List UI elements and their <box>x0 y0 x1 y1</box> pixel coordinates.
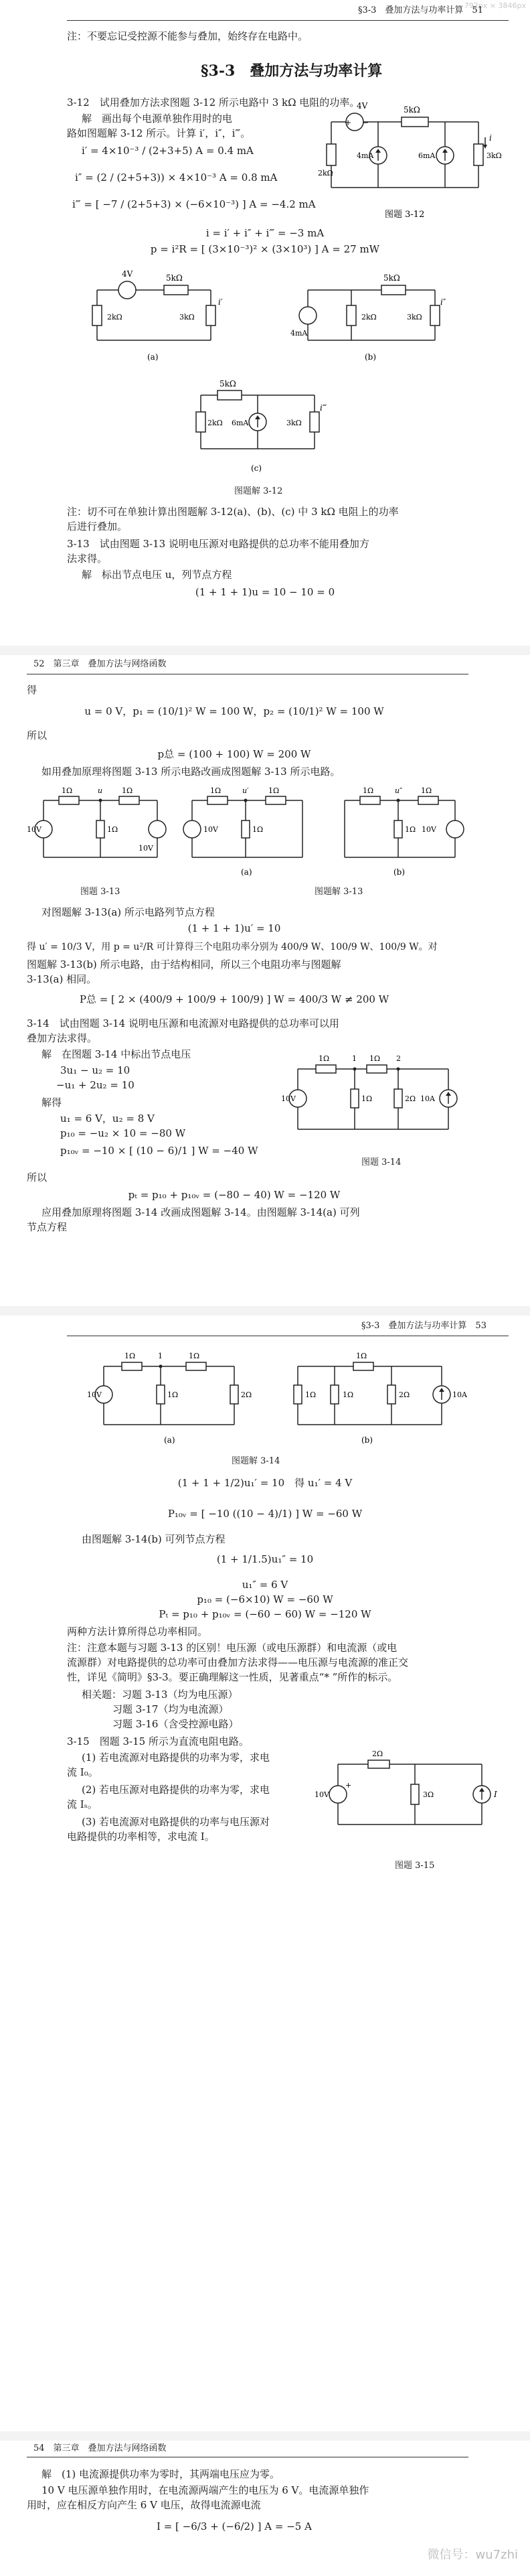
svg-text:4mA: 4mA <box>290 329 308 338</box>
svg-text:1Ω: 1Ω <box>343 1390 354 1399</box>
svg-text:1Ω: 1Ω <box>405 825 416 834</box>
question: 流 I₀。 <box>67 1766 98 1778</box>
text-line: 解得 <box>41 1096 62 1108</box>
equation: (1 + 1/1.5)u₁″ = 10 <box>216 1553 314 1565</box>
svg-text:2Ω: 2Ω <box>405 1094 416 1103</box>
question: (3) 若电流源对电路提供的功率与电压源对 <box>82 1816 270 1828</box>
solution-line: 解 标出节点电压 u，列节点方程 <box>82 569 232 581</box>
text-line: 节点方程 <box>27 1221 68 1233</box>
svg-text:(b): (b) <box>361 1435 373 1445</box>
text-line: 图题解 3-13(b) 所示电路，由于结构相同，所以三个电阻功率与图题解 <box>27 958 341 971</box>
page-52 <box>0 655 530 1306</box>
voltage-label: 4V <box>357 101 368 111</box>
svg-text:i′: i′ <box>218 297 223 307</box>
svg-text:3kΩ: 3kΩ <box>407 313 422 321</box>
note: 性，详见《简明》§3-3。要正确理解这一性质，见著重点“* ”所作的标示。 <box>67 1671 398 1683</box>
solution-line: 10 V 电压源单独作用时，在电流源两端产生的电压为 6 V。电流源单独作 <box>41 2484 369 2496</box>
circuit-figure-3-12 <box>318 94 512 221</box>
circuit-figure-sol-3-14a <box>87 1348 261 1448</box>
equation: u₁ = 6 V，u₂ = 8 V <box>60 1113 155 1125</box>
svg-text:6mA: 6mA <box>418 151 436 160</box>
note: 后进行叠加。 <box>67 520 128 532</box>
svg-text:10A: 10A <box>452 1390 467 1399</box>
svg-text:(a): (a) <box>164 1435 175 1445</box>
page-header: §3-3 叠加方法与功率计算 53 <box>361 1321 487 1331</box>
equation: p = i²R = [ (3×10⁻³)² × (3×10³) ] A = 27 mW <box>150 243 380 255</box>
circuit-figure-3-13 <box>27 784 174 871</box>
equation: (1 + 1 + 1)u = 10 − 10 = 0 <box>195 586 335 598</box>
equation: p₁₀ᵥ = −10 × [ (10 − 6)/1 ] W = −40 W <box>60 1145 258 1157</box>
equation: u = 0 V，p₁ = (10/1)² W = 100 W，p₂ = (10/1)² W = 100 W <box>84 705 384 717</box>
svg-text:1Ω: 1Ω <box>62 786 73 795</box>
equation: (1 + 1 + 1/2)u₁′ = 10 得 u₁′ = 4 V <box>177 1477 353 1489</box>
svg-text:I: I <box>494 1790 497 1799</box>
circuit-figure-3-14 <box>281 1050 468 1151</box>
svg-text:2kΩ: 2kΩ <box>318 169 333 177</box>
problem-3-13: 3-13 试由图题 3-13 说明电压源对电路提供的总功率不能用叠加方 <box>67 538 369 550</box>
text-line: 得 <box>27 684 37 696</box>
circuit-figure-sol-3-14b <box>281 1348 468 1448</box>
section-title: §3-3 叠加方法与功率计算 <box>201 62 383 80</box>
svg-text:1Ω: 1Ω <box>252 825 264 834</box>
circuit-figure-sol-3-13b <box>328 784 475 881</box>
svg-text:1Ω: 1Ω <box>319 1054 330 1063</box>
svg-text:(c): (c) <box>251 463 262 473</box>
resistor-label: 5kΩ <box>404 105 420 115</box>
svg-text:1Ω: 1Ω <box>356 1352 367 1360</box>
problem-3-12: 3-12 试用叠加方法求图题 3-12 所示电路中 3 kΩ 电阻的功率。 <box>67 96 360 109</box>
svg-text:1Ω: 1Ω <box>210 786 222 795</box>
svg-text:1Ω: 1Ω <box>268 786 280 795</box>
svg-text:2Ω: 2Ω <box>399 1390 410 1399</box>
svg-text:1Ω: 1Ω <box>305 1390 317 1399</box>
equation: i″ = (2 / (2+5+3)) × 4×10⁻³ A = 0.8 mA <box>75 171 278 184</box>
related-problems: 相关题：习题 3-13（均为电压源） <box>82 1689 238 1701</box>
solution-line: 用时，应在相反方向产生 6 V 电压，故得电流源电流 <box>27 2499 261 2511</box>
equation: i′ = 4×10⁻³ / (2+3+5) A = 0.4 mA <box>82 145 254 157</box>
svg-text:2kΩ: 2kΩ <box>107 313 122 321</box>
page-51 <box>0 0 530 646</box>
svg-text:10V: 10V <box>422 825 436 834</box>
equation: u₁″ = 6 V <box>242 1579 288 1591</box>
svg-text:3kΩ: 3kΩ <box>286 419 302 427</box>
svg-text:(b): (b) <box>365 352 377 362</box>
question: (2) 若电压源对电路提供的功率为零，求电 <box>82 1784 270 1796</box>
note: 流源群）对电路提供的总功率可由叠加方法求得——电压源与电流源的准正交 <box>67 1656 409 1668</box>
related-problems: 习题 3-17（均为电流源） <box>112 1703 229 1715</box>
question: 电路提供的功率相等，求电流 I。 <box>67 1831 215 1843</box>
equation: pₜ = p₁₀ + p₁₀ᵥ = (−80 − 40) W = −120 W <box>128 1189 341 1201</box>
equation: (1 + 1 + 1)u′ = 10 <box>187 922 281 934</box>
svg-text:10V: 10V <box>281 1094 296 1103</box>
figure-caption: 图题 3-12 <box>385 210 425 220</box>
solution-line: 解 在图题 3-14 中标出节点电压 <box>41 1048 191 1060</box>
page-header: §3-3 叠加方法与功率计算 51 <box>358 5 483 15</box>
svg-text:1: 1 <box>352 1054 357 1063</box>
equation: p₁₀ = −u₂ × 10 = −80 W <box>60 1127 186 1139</box>
svg-text:1Ω: 1Ω <box>363 786 374 795</box>
svg-text:1Ω: 1Ω <box>107 825 118 834</box>
question: (1) 若电流源对电路提供的功率为零，求电 <box>82 1751 270 1764</box>
problem-3-15: 3-15 图题 3-15 所示为直流电阻电路。 <box>67 1735 249 1747</box>
svg-text:4mA: 4mA <box>357 151 374 160</box>
svg-text:i: i <box>489 133 492 143</box>
text-line: 得 u′ = 10/3 V，用 p = u²/R 可计算得三个电阻功率分别为 400/9 W、100/9 W、100/9 W。对 <box>27 942 438 952</box>
figure-caption: 图题解 3-14 <box>232 1456 280 1466</box>
svg-text:(a): (a) <box>147 352 159 362</box>
text-line: 应用叠加原理将图题 3-14 改画成图题解 3-14。由图题解 3-14(a) 可列 <box>41 1206 360 1218</box>
text-line: 如用叠加原理将图题 3-13 所示电路改画成图题解 3-13 所示电路。 <box>41 766 341 778</box>
page-53 <box>0 1315 530 1932</box>
svg-text:1: 1 <box>158 1352 163 1360</box>
circuit-figure-3-15 <box>315 1744 509 1851</box>
svg-text:5kΩ: 5kΩ <box>383 273 400 283</box>
svg-text:(a): (a) <box>241 867 252 877</box>
svg-text:−: − <box>362 118 369 127</box>
svg-text:10V: 10V <box>203 825 218 834</box>
note: 注：注意本题与习题 3-13 的区别！电压源（或电压源群）和电流源（或电 <box>67 1642 398 1654</box>
svg-text:1Ω: 1Ω <box>421 786 432 795</box>
question: 流 Iₛ。 <box>67 1798 98 1810</box>
corner-info: 792px × 3846px <box>464 1 526 10</box>
text-line: 所以 <box>27 729 48 741</box>
equation: P总 = [ 2 × (400/9 + 100/9 + 100/9) ] W = 400/3 W ≠ 200 W <box>79 993 389 1005</box>
svg-text:i″: i″ <box>440 297 446 307</box>
circuit-figure-sol-3-12b <box>288 263 462 364</box>
svg-text:+: + <box>345 1781 352 1790</box>
equation: i‴ = [ −7 / (2+5+3) × (−6×10⁻³) ] A = −4.2 mA <box>72 198 316 210</box>
text-line: 对图题解 3-13(a) 所示电路列节点方程 <box>41 906 215 918</box>
svg-text:3Ω: 3Ω <box>423 1790 434 1799</box>
page-header: 54 第三章 叠加方法与网络函数 <box>33 2443 167 2453</box>
text-line: 两种方法计算所得总功率相同。 <box>67 1626 208 1638</box>
equation: −u₁ + 2u₂ = 10 <box>56 1079 135 1091</box>
svg-text:(b): (b) <box>393 867 406 877</box>
text-line: 3-13(a) 相同。 <box>27 973 97 985</box>
svg-text:i‴: i‴ <box>320 403 327 413</box>
svg-text:1Ω: 1Ω <box>122 786 133 795</box>
figure-caption: 图题 3-15 <box>395 1861 435 1871</box>
svg-text:2Ω: 2Ω <box>241 1390 252 1399</box>
problem-3-13: 法求得。 <box>67 553 108 565</box>
svg-text:1Ω: 1Ω <box>189 1352 200 1360</box>
page-header: 52 第三章 叠加方法与网络函数 <box>33 659 167 669</box>
text-line: 所以 <box>27 1171 48 1184</box>
figure-caption: 图题解 3-12 <box>234 486 283 496</box>
svg-text:10V: 10V <box>27 825 41 834</box>
figure-caption: 图题 3-14 <box>361 1157 402 1167</box>
svg-text:4V: 4V <box>122 269 133 279</box>
svg-text:1Ω: 1Ω <box>167 1390 179 1399</box>
circuit-figure-sol-3-12c <box>181 372 341 479</box>
svg-text:10V: 10V <box>139 844 153 853</box>
svg-text:10A: 10A <box>420 1094 435 1103</box>
solution-line: 路如图题解 3-12 所示。计算 i′，i″，i‴。 <box>67 127 251 139</box>
figure-caption: 图题解 3-13 <box>315 887 363 897</box>
svg-text:u′: u′ <box>242 786 249 795</box>
equation: I = [ −6/3 + (−6/2) ] A = −5 A <box>157 2520 312 2532</box>
circuit-figure-sol-3-13a <box>175 784 323 881</box>
equation: P₁₀ᵥ = [ −10 ((10 − 4)/1) ] W = −60 W <box>167 1508 363 1520</box>
solution-line: 解 (1) 电流源提供功率为零时，其两端电压应为零。 <box>41 2468 280 2480</box>
svg-text:10V: 10V <box>315 1790 329 1799</box>
problem-3-14: 叠加方法求得。 <box>27 1032 98 1044</box>
solution-line: 解 画出每个电源单独作用时的电 <box>82 113 233 125</box>
svg-text:2: 2 <box>396 1054 401 1063</box>
svg-text:10V: 10V <box>87 1390 102 1399</box>
svg-text:u: u <box>98 786 103 795</box>
text-line: 由图题解 3-14(b) 可列节点方程 <box>82 1533 226 1545</box>
svg-text:+: + <box>345 118 352 127</box>
svg-text:5kΩ: 5kΩ <box>219 379 236 388</box>
svg-text:2Ω: 2Ω <box>372 1749 383 1758</box>
svg-text:u″: u″ <box>395 786 403 795</box>
figure-caption: 图题 3-13 <box>80 887 120 897</box>
equation: i = i′ + i″ + i‴ = −3 mA <box>205 227 325 239</box>
svg-text:1Ω: 1Ω <box>369 1054 381 1063</box>
watermark: 微信号：wu7zhi <box>427 2548 518 2562</box>
note: 注：切不可在单独计算出图题解 3-12(a)、(b)、(c) 中 3 kΩ 电阻上的功率 <box>67 506 399 518</box>
svg-text:6mA: 6mA <box>232 419 249 427</box>
equation: 3u₁ − u₂ = 10 <box>60 1064 130 1076</box>
svg-text:5kΩ: 5kΩ <box>166 273 183 283</box>
equation: p₁₀ = (−6×10) W = −60 W <box>197 1593 333 1605</box>
equation: Pₜ = p₁₀ + p₁₀ᵥ = (−60 − 60) W = −120 W <box>159 1608 371 1620</box>
svg-text:1Ω: 1Ω <box>361 1094 373 1103</box>
svg-text:3kΩ: 3kΩ <box>179 313 195 321</box>
note: 注：不要忘记受控源不能参与叠加，始终存在电路中。 <box>67 30 308 42</box>
svg-text:2kΩ: 2kΩ <box>207 419 223 427</box>
problem-3-14: 3-14 试由图题 3-14 说明电压源和电流源对电路提供的总功率可以用 <box>27 1017 339 1029</box>
equation: p总 = (100 + 100) W = 200 W <box>157 748 311 760</box>
svg-text:1Ω: 1Ω <box>124 1352 136 1360</box>
svg-text:3kΩ: 3kΩ <box>487 151 502 160</box>
svg-text:2kΩ: 2kΩ <box>361 313 377 321</box>
circuit-figure-sol-3-12a <box>80 263 241 364</box>
related-problems: 习题 3-16（含受控源电路） <box>112 1718 239 1730</box>
